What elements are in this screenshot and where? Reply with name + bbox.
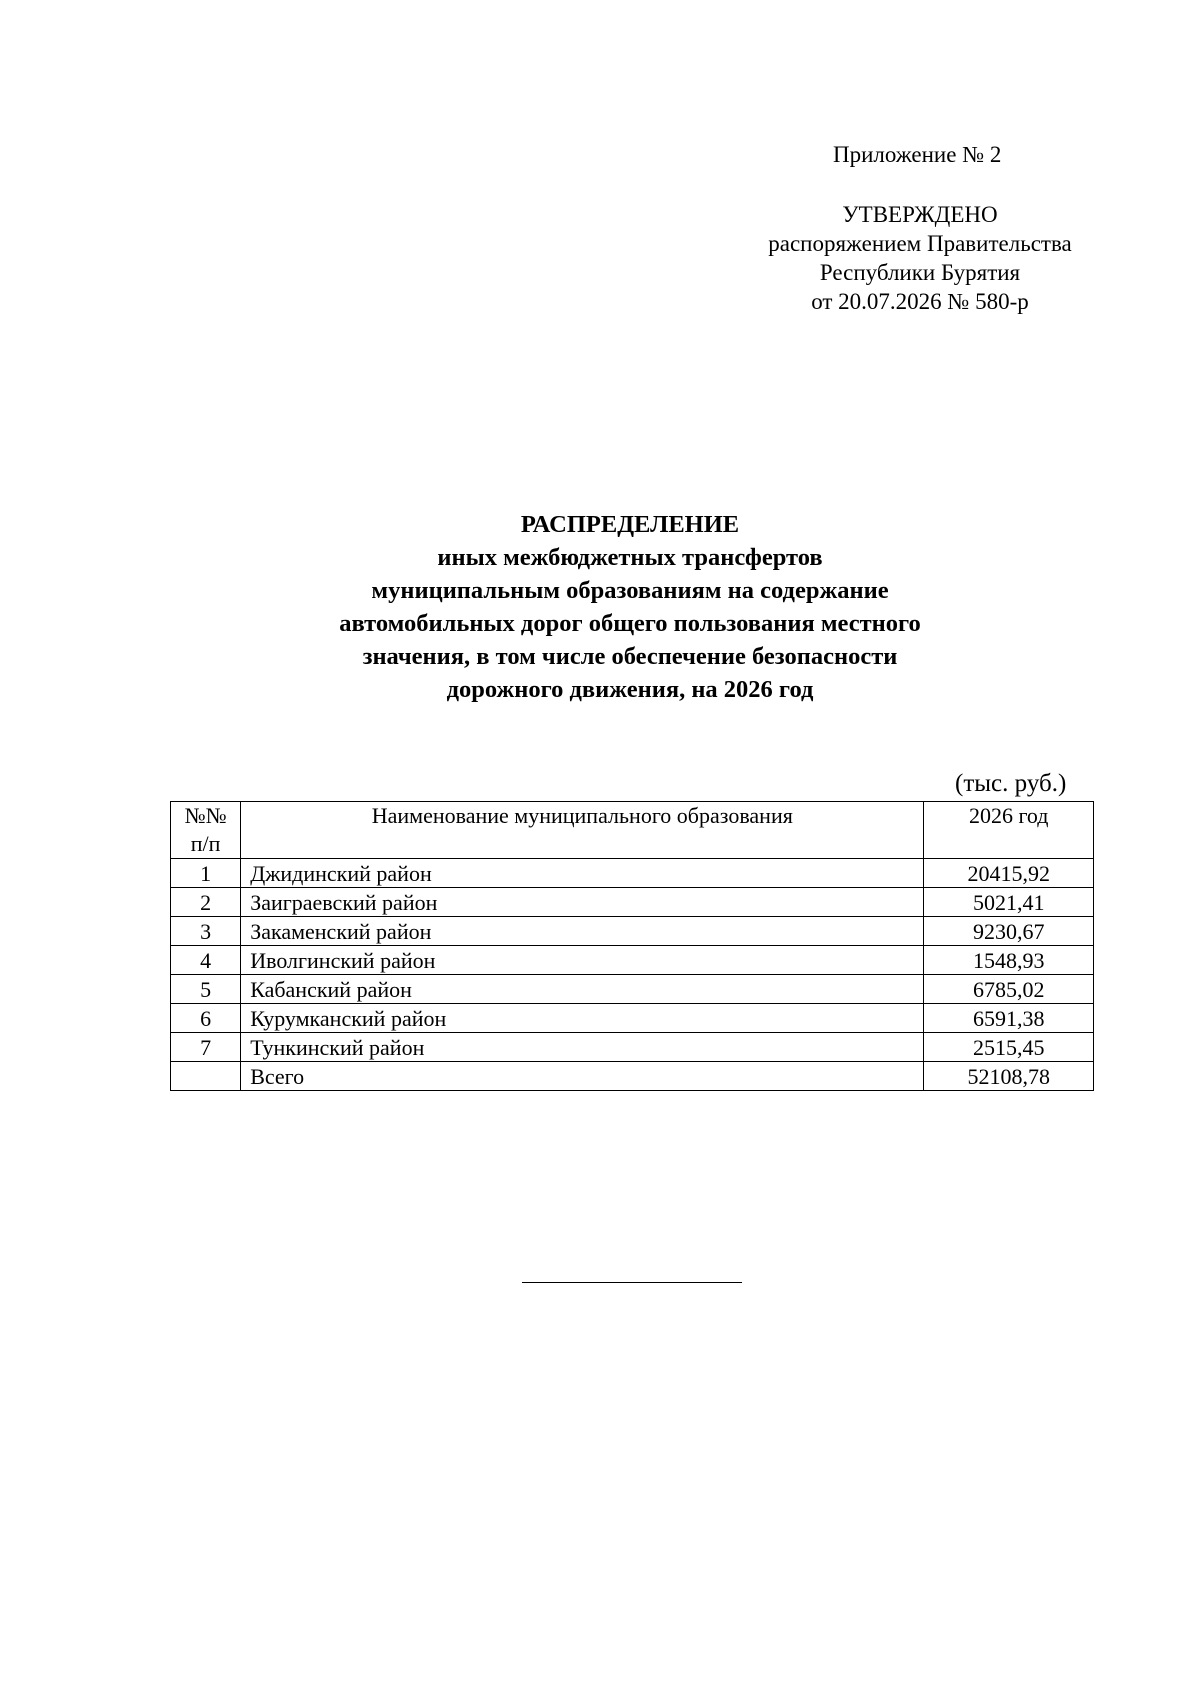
title-line-1: РАСПРЕДЕЛЕНИЕ — [520, 511, 740, 538]
table-row — [171, 1033, 1094, 1062]
table-row — [171, 917, 1094, 946]
total-number — [171, 1062, 241, 1091]
row-number: 4 — [171, 946, 241, 975]
table-header-row — [171, 802, 1094, 859]
row-value: 2515,45 — [924, 1033, 1094, 1062]
title-line-5: значения, в том числе обеспечение безопасности — [362, 643, 898, 670]
row-name: Закаменский район — [241, 917, 924, 946]
approval-stamp — [740, 200, 1100, 316]
row-value: 5021,41 — [924, 888, 1094, 917]
approved-heading: УТВЕРЖДЕНО — [842, 202, 998, 227]
table-row — [171, 859, 1094, 888]
appendix-number: Приложение № 2 — [833, 142, 1002, 167]
row-number: 6 — [171, 1004, 241, 1033]
document-title — [200, 508, 1060, 706]
table-row — [171, 946, 1094, 975]
title-line-3: муниципальным образованиям на содержание — [371, 577, 889, 604]
approved-by-line: распоряжением Правительства — [768, 231, 1072, 256]
row-value: 6591,38 — [924, 1004, 1094, 1033]
distribution-table — [170, 801, 1094, 1091]
header-name: Наименование муниципального образования — [241, 802, 924, 859]
row-name: Курумканский район — [241, 1004, 924, 1033]
row-number: 7 — [171, 1033, 241, 1062]
row-name: Иволгинский район — [241, 946, 924, 975]
table-row — [171, 975, 1094, 1004]
row-number: 3 — [171, 917, 241, 946]
table-row — [171, 1004, 1094, 1033]
row-number: 1 — [171, 859, 241, 888]
title-line-4: автомобильных дорог общего пользования местного — [339, 610, 921, 637]
row-name: Кабанский район — [241, 975, 924, 1004]
row-name: Заиграевский район — [241, 888, 924, 917]
row-number: 5 — [171, 975, 241, 1004]
row-value: 9230,67 — [924, 917, 1094, 946]
header-value: 2026 год — [924, 802, 1094, 859]
title-line-6: дорожного движения, на 2026 год — [446, 676, 814, 703]
total-name: Всего — [241, 1062, 924, 1091]
table-row — [171, 888, 1094, 917]
row-value: 1548,93 — [924, 946, 1094, 975]
table-total-row — [171, 1062, 1094, 1091]
row-value: 6785,02 — [924, 975, 1094, 1004]
header-number — [171, 802, 241, 859]
total-value: 52108,78 — [924, 1062, 1094, 1091]
end-of-document-line — [522, 1282, 742, 1283]
approved-date-line: от 20.07.2026 № 580-р — [811, 289, 1029, 314]
row-number: 2 — [171, 888, 241, 917]
header-number-line-1: №№ — [184, 803, 227, 828]
title-line-2: иных межбюджетных трансфертов — [437, 544, 823, 571]
row-name: Джидинский район — [241, 859, 924, 888]
header-number-line-2: п/п — [190, 831, 221, 856]
row-value: 20415,92 — [924, 859, 1094, 888]
approved-republic-line: Республики Бурятия — [819, 260, 1021, 285]
units-label: (тыс. руб.) — [955, 770, 1067, 797]
row-name: Тункинский район — [241, 1033, 924, 1062]
